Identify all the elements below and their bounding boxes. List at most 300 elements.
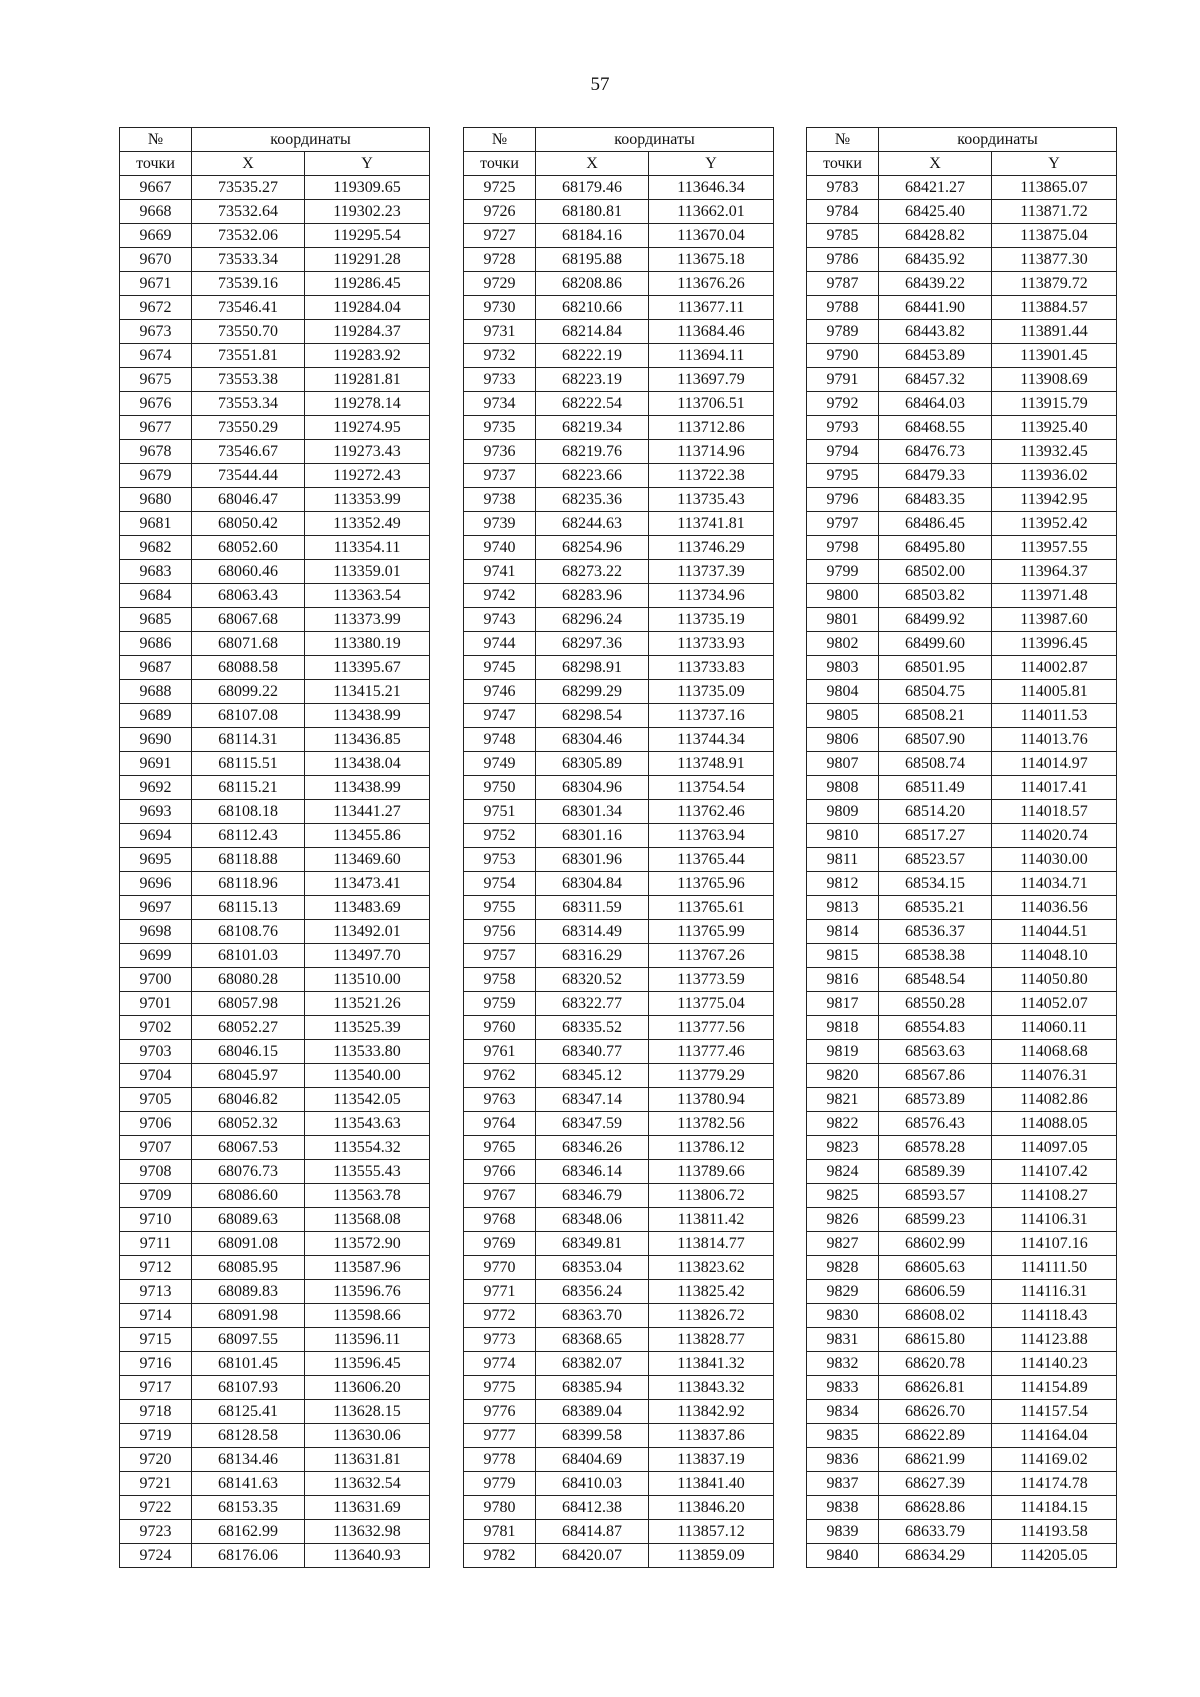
table-row — [120, 272, 430, 296]
point-number-cell: 9798 — [807, 536, 879, 560]
x-coordinate-cell: 68101.03 — [192, 944, 305, 968]
y-coordinate-cell: 113925.40 — [992, 416, 1117, 440]
y-coordinate-cell: 114014.97 — [992, 752, 1117, 776]
table-row — [464, 560, 774, 584]
y-coordinate-cell: 113694.11 — [649, 344, 774, 368]
x-coordinate-cell: 68089.63 — [192, 1208, 305, 1232]
x-coordinate-cell: 68443.82 — [879, 320, 992, 344]
table-row — [807, 1208, 1117, 1232]
y-coordinate-cell: 113712.86 — [649, 416, 774, 440]
point-number-cell: 9675 — [120, 368, 192, 392]
y-coordinate-cell: 113359.01 — [305, 560, 430, 584]
table-row — [464, 1184, 774, 1208]
point-number-cell: 9745 — [464, 656, 536, 680]
header-point-label: точки — [120, 152, 192, 176]
table-row — [807, 800, 1117, 824]
x-coordinate-cell: 68573.89 — [879, 1088, 992, 1112]
point-number-cell: 9695 — [120, 848, 192, 872]
y-coordinate-cell: 113837.86 — [649, 1424, 774, 1448]
point-number-cell: 9777 — [464, 1424, 536, 1448]
x-coordinate-cell: 68298.91 — [536, 656, 649, 680]
point-number-cell: 9732 — [464, 344, 536, 368]
table-row — [464, 368, 774, 392]
point-number-cell: 9773 — [464, 1328, 536, 1352]
header-num-sign: № — [120, 128, 192, 152]
y-coordinate-cell: 113786.12 — [649, 1136, 774, 1160]
x-coordinate-cell: 68535.21 — [879, 896, 992, 920]
x-coordinate-cell: 68382.07 — [536, 1352, 649, 1376]
table-row — [120, 1280, 430, 1304]
x-coordinate-cell: 68499.60 — [879, 632, 992, 656]
x-coordinate-cell: 68507.90 — [879, 728, 992, 752]
y-coordinate-cell: 114107.16 — [992, 1232, 1117, 1256]
point-number-cell: 9674 — [120, 344, 192, 368]
point-number-cell: 9781 — [464, 1520, 536, 1544]
x-coordinate-cell: 68322.77 — [536, 992, 649, 1016]
x-coordinate-cell: 68085.95 — [192, 1256, 305, 1280]
table-row — [120, 1040, 430, 1064]
table-row — [464, 896, 774, 920]
y-coordinate-cell: 113473.41 — [305, 872, 430, 896]
x-coordinate-cell: 68305.89 — [536, 752, 649, 776]
x-coordinate-cell: 68620.78 — [879, 1352, 992, 1376]
point-number-cell: 9684 — [120, 584, 192, 608]
x-coordinate-cell: 68067.53 — [192, 1136, 305, 1160]
y-coordinate-cell: 113438.99 — [305, 776, 430, 800]
x-coordinate-cell: 68273.22 — [536, 560, 649, 584]
point-number-cell: 9734 — [464, 392, 536, 416]
table-row — [464, 248, 774, 272]
x-coordinate-cell: 68353.04 — [536, 1256, 649, 1280]
y-coordinate-cell: 113533.80 — [305, 1040, 430, 1064]
table-row — [807, 488, 1117, 512]
point-number-cell: 9743 — [464, 608, 536, 632]
x-coordinate-cell: 68476.73 — [879, 440, 992, 464]
x-coordinate-cell: 68076.73 — [192, 1160, 305, 1184]
point-number-cell: 9679 — [120, 464, 192, 488]
table-row — [464, 632, 774, 656]
header-y: Y — [649, 152, 774, 176]
x-coordinate-cell: 68134.46 — [192, 1448, 305, 1472]
y-coordinate-cell: 113952.42 — [992, 512, 1117, 536]
x-coordinate-cell: 68108.76 — [192, 920, 305, 944]
table-row — [464, 1544, 774, 1568]
point-number-cell: 9740 — [464, 536, 536, 560]
table-row — [807, 224, 1117, 248]
table-row — [807, 824, 1117, 848]
x-coordinate-cell: 68210.66 — [536, 296, 649, 320]
x-coordinate-cell: 68421.27 — [879, 176, 992, 200]
point-number-cell: 9806 — [807, 728, 879, 752]
y-coordinate-cell: 113438.04 — [305, 752, 430, 776]
table-row — [120, 512, 430, 536]
point-number-cell: 9703 — [120, 1040, 192, 1064]
x-coordinate-cell: 68052.60 — [192, 536, 305, 560]
x-coordinate-cell: 68608.02 — [879, 1304, 992, 1328]
table-row — [807, 1400, 1117, 1424]
point-number-cell: 9792 — [807, 392, 879, 416]
point-number-cell: 9682 — [120, 536, 192, 560]
header-point-label: точки — [464, 152, 536, 176]
point-number-cell: 9718 — [120, 1400, 192, 1424]
x-coordinate-cell: 68468.55 — [879, 416, 992, 440]
point-number-cell: 9797 — [807, 512, 879, 536]
x-coordinate-cell: 68593.57 — [879, 1184, 992, 1208]
page-number: 57 — [590, 74, 610, 95]
table-row — [464, 680, 774, 704]
table-row — [120, 392, 430, 416]
table-row — [807, 1160, 1117, 1184]
point-number-cell: 9829 — [807, 1280, 879, 1304]
point-number-cell: 9788 — [807, 296, 879, 320]
x-coordinate-cell: 68554.83 — [879, 1016, 992, 1040]
y-coordinate-cell: 113697.79 — [649, 368, 774, 392]
x-coordinate-cell: 68063.43 — [192, 584, 305, 608]
y-coordinate-cell: 114020.74 — [992, 824, 1117, 848]
x-coordinate-cell: 68495.80 — [879, 536, 992, 560]
y-coordinate-cell: 114111.50 — [992, 1256, 1117, 1280]
table-row — [120, 1544, 430, 1568]
point-number-cell: 9757 — [464, 944, 536, 968]
table-row — [120, 1208, 430, 1232]
x-coordinate-cell: 68349.81 — [536, 1232, 649, 1256]
y-coordinate-cell: 119302.23 — [305, 200, 430, 224]
x-coordinate-cell: 68335.52 — [536, 1016, 649, 1040]
point-number-cell: 9715 — [120, 1328, 192, 1352]
y-coordinate-cell: 119273.43 — [305, 440, 430, 464]
y-coordinate-cell: 113806.72 — [649, 1184, 774, 1208]
point-number-cell: 9720 — [120, 1448, 192, 1472]
table-row — [807, 704, 1117, 728]
table-row — [120, 968, 430, 992]
x-coordinate-cell: 68621.99 — [879, 1448, 992, 1472]
point-number-cell: 9832 — [807, 1352, 879, 1376]
x-coordinate-cell: 68222.19 — [536, 344, 649, 368]
point-number-cell: 9754 — [464, 872, 536, 896]
table-row — [807, 464, 1117, 488]
x-coordinate-cell: 68346.14 — [536, 1160, 649, 1184]
point-number-cell: 9834 — [807, 1400, 879, 1424]
table-row — [120, 1160, 430, 1184]
point-number-cell: 9735 — [464, 416, 536, 440]
table-row — [464, 1160, 774, 1184]
point-number-cell: 9702 — [120, 1016, 192, 1040]
table-row — [807, 272, 1117, 296]
point-number-cell: 9725 — [464, 176, 536, 200]
y-coordinate-cell: 113714.96 — [649, 440, 774, 464]
point-number-cell: 9782 — [464, 1544, 536, 1568]
x-coordinate-cell: 68125.41 — [192, 1400, 305, 1424]
y-coordinate-cell: 113789.66 — [649, 1160, 774, 1184]
x-coordinate-cell: 68578.28 — [879, 1136, 992, 1160]
table-row — [464, 488, 774, 512]
table-row — [807, 1304, 1117, 1328]
x-coordinate-cell: 68410.03 — [536, 1472, 649, 1496]
x-coordinate-cell: 68089.83 — [192, 1280, 305, 1304]
table-row — [807, 992, 1117, 1016]
point-number-cell: 9772 — [464, 1304, 536, 1328]
x-coordinate-cell: 68634.29 — [879, 1544, 992, 1568]
x-coordinate-cell: 68356.24 — [536, 1280, 649, 1304]
point-number-cell: 9805 — [807, 704, 879, 728]
table-row — [120, 728, 430, 752]
point-number-cell: 9722 — [120, 1496, 192, 1520]
table-row — [807, 680, 1117, 704]
table-row — [464, 1472, 774, 1496]
table-row — [807, 416, 1117, 440]
point-number-cell: 9833 — [807, 1376, 879, 1400]
point-number-cell: 9785 — [807, 224, 879, 248]
x-coordinate-cell: 68626.70 — [879, 1400, 992, 1424]
table-row — [464, 1448, 774, 1472]
x-coordinate-cell: 68347.59 — [536, 1112, 649, 1136]
point-number-cell: 9759 — [464, 992, 536, 1016]
y-coordinate-cell: 119284.04 — [305, 296, 430, 320]
table-row — [464, 848, 774, 872]
x-coordinate-cell: 68457.32 — [879, 368, 992, 392]
point-number-cell: 9706 — [120, 1112, 192, 1136]
point-number-cell: 9711 — [120, 1232, 192, 1256]
point-number-cell: 9799 — [807, 560, 879, 584]
x-coordinate-cell: 68599.23 — [879, 1208, 992, 1232]
y-coordinate-cell: 113779.29 — [649, 1064, 774, 1088]
table-row — [120, 800, 430, 824]
x-coordinate-cell: 73533.34 — [192, 248, 305, 272]
point-number-cell: 9836 — [807, 1448, 879, 1472]
point-number-cell: 9818 — [807, 1016, 879, 1040]
point-number-cell: 9723 — [120, 1520, 192, 1544]
table-row — [464, 1064, 774, 1088]
table-row — [464, 200, 774, 224]
x-coordinate-cell: 68088.58 — [192, 656, 305, 680]
point-number-cell: 9813 — [807, 896, 879, 920]
y-coordinate-cell: 114184.15 — [992, 1496, 1117, 1520]
table-row — [120, 1352, 430, 1376]
y-coordinate-cell: 113996.45 — [992, 632, 1117, 656]
x-coordinate-cell: 73546.67 — [192, 440, 305, 464]
y-coordinate-cell: 113814.77 — [649, 1232, 774, 1256]
y-coordinate-cell: 113842.92 — [649, 1400, 774, 1424]
x-coordinate-cell: 68615.80 — [879, 1328, 992, 1352]
point-number-cell: 9778 — [464, 1448, 536, 1472]
table-row — [807, 1520, 1117, 1544]
x-coordinate-cell: 68412.38 — [536, 1496, 649, 1520]
y-coordinate-cell: 113735.19 — [649, 608, 774, 632]
x-coordinate-cell: 73544.44 — [192, 464, 305, 488]
x-coordinate-cell: 68311.59 — [536, 896, 649, 920]
y-coordinate-cell: 113857.12 — [649, 1520, 774, 1544]
y-coordinate-cell: 113676.26 — [649, 272, 774, 296]
point-number-cell: 9689 — [120, 704, 192, 728]
table-row — [120, 680, 430, 704]
x-coordinate-cell: 68523.57 — [879, 848, 992, 872]
point-number-cell: 9713 — [120, 1280, 192, 1304]
y-coordinate-cell: 113497.70 — [305, 944, 430, 968]
y-coordinate-cell: 113762.46 — [649, 800, 774, 824]
point-number-cell: 9807 — [807, 752, 879, 776]
point-number-cell: 9742 — [464, 584, 536, 608]
table-row — [807, 944, 1117, 968]
table-row — [464, 1400, 774, 1424]
point-number-cell: 9701 — [120, 992, 192, 1016]
x-coordinate-cell: 73532.06 — [192, 224, 305, 248]
table-row — [120, 1328, 430, 1352]
x-coordinate-cell: 68097.55 — [192, 1328, 305, 1352]
y-coordinate-cell: 113675.18 — [649, 248, 774, 272]
table-row — [464, 224, 774, 248]
y-coordinate-cell: 113744.34 — [649, 728, 774, 752]
y-coordinate-cell: 113765.96 — [649, 872, 774, 896]
point-number-cell: 9838 — [807, 1496, 879, 1520]
table-row — [120, 1304, 430, 1328]
table-row — [120, 296, 430, 320]
x-coordinate-cell: 68486.45 — [879, 512, 992, 536]
y-coordinate-cell: 113826.72 — [649, 1304, 774, 1328]
x-coordinate-cell: 68046.82 — [192, 1088, 305, 1112]
point-number-cell: 9786 — [807, 248, 879, 272]
y-coordinate-cell: 114013.76 — [992, 728, 1117, 752]
point-number-cell: 9809 — [807, 800, 879, 824]
table-row — [120, 1424, 430, 1448]
table-row — [464, 296, 774, 320]
table-row — [120, 320, 430, 344]
y-coordinate-cell: 113632.54 — [305, 1472, 430, 1496]
x-coordinate-cell: 68606.59 — [879, 1280, 992, 1304]
table-row — [120, 584, 430, 608]
table-row — [120, 872, 430, 896]
point-number-cell: 9790 — [807, 344, 879, 368]
table-row — [464, 1016, 774, 1040]
y-coordinate-cell: 113879.72 — [992, 272, 1117, 296]
table-row — [807, 320, 1117, 344]
table-row — [120, 560, 430, 584]
table-row — [464, 752, 774, 776]
table-row — [120, 1136, 430, 1160]
x-coordinate-cell: 68385.94 — [536, 1376, 649, 1400]
x-coordinate-cell: 68046.47 — [192, 488, 305, 512]
y-coordinate-cell: 114082.86 — [992, 1088, 1117, 1112]
table-row — [807, 752, 1117, 776]
y-coordinate-cell: 113373.99 — [305, 608, 430, 632]
y-coordinate-cell: 113875.04 — [992, 224, 1117, 248]
table-row — [120, 1472, 430, 1496]
table-row — [464, 1040, 774, 1064]
table-row — [807, 584, 1117, 608]
table-row — [120, 200, 430, 224]
x-coordinate-cell: 68086.60 — [192, 1184, 305, 1208]
table-row — [464, 608, 774, 632]
y-coordinate-cell: 114140.23 — [992, 1352, 1117, 1376]
point-number-cell: 9761 — [464, 1040, 536, 1064]
table-row — [807, 1472, 1117, 1496]
x-coordinate-cell: 68576.43 — [879, 1112, 992, 1136]
y-coordinate-cell: 114060.11 — [992, 1016, 1117, 1040]
header-y: Y — [305, 152, 430, 176]
table-row — [464, 1424, 774, 1448]
x-coordinate-cell: 68301.96 — [536, 848, 649, 872]
point-number-cell: 9728 — [464, 248, 536, 272]
table-row — [807, 1496, 1117, 1520]
point-number-cell: 9709 — [120, 1184, 192, 1208]
point-number-cell: 9793 — [807, 416, 879, 440]
coordinates-table-3 — [806, 127, 1117, 1568]
table-row — [807, 344, 1117, 368]
x-coordinate-cell: 68548.54 — [879, 968, 992, 992]
y-coordinate-cell: 114052.07 — [992, 992, 1117, 1016]
y-coordinate-cell: 113737.16 — [649, 704, 774, 728]
x-coordinate-cell: 68080.28 — [192, 968, 305, 992]
x-coordinate-cell: 68118.88 — [192, 848, 305, 872]
y-coordinate-cell: 113754.54 — [649, 776, 774, 800]
point-number-cell: 9746 — [464, 680, 536, 704]
x-coordinate-cell: 68504.75 — [879, 680, 992, 704]
point-number-cell: 9795 — [807, 464, 879, 488]
y-coordinate-cell: 114107.42 — [992, 1160, 1117, 1184]
y-coordinate-cell: 114076.31 — [992, 1064, 1117, 1088]
table-row — [464, 464, 774, 488]
point-number-cell: 9837 — [807, 1472, 879, 1496]
table-row — [464, 1112, 774, 1136]
table-row — [120, 176, 430, 200]
y-coordinate-cell: 113670.04 — [649, 224, 774, 248]
table-row — [464, 1088, 774, 1112]
table-row — [807, 632, 1117, 656]
x-coordinate-cell: 68115.51 — [192, 752, 305, 776]
y-coordinate-cell: 113352.49 — [305, 512, 430, 536]
table-row — [464, 944, 774, 968]
y-coordinate-cell: 119272.43 — [305, 464, 430, 488]
y-coordinate-cell: 113767.26 — [649, 944, 774, 968]
point-number-cell: 9816 — [807, 968, 879, 992]
y-coordinate-cell: 113438.99 — [305, 704, 430, 728]
table-row — [120, 1496, 430, 1520]
x-coordinate-cell: 68622.89 — [879, 1424, 992, 1448]
y-coordinate-cell: 113871.72 — [992, 200, 1117, 224]
point-number-cell: 9794 — [807, 440, 879, 464]
y-coordinate-cell: 113841.40 — [649, 1472, 774, 1496]
table-row — [464, 1232, 774, 1256]
point-number-cell: 9819 — [807, 1040, 879, 1064]
y-coordinate-cell: 113765.99 — [649, 920, 774, 944]
point-number-cell: 9787 — [807, 272, 879, 296]
point-number-cell: 9731 — [464, 320, 536, 344]
x-coordinate-cell: 68107.08 — [192, 704, 305, 728]
y-coordinate-cell: 113628.15 — [305, 1400, 430, 1424]
table-body — [807, 176, 1117, 1568]
x-coordinate-cell: 68235.36 — [536, 488, 649, 512]
table-row — [807, 296, 1117, 320]
table-row — [464, 968, 774, 992]
x-coordinate-cell: 68368.65 — [536, 1328, 649, 1352]
point-number-cell: 9737 — [464, 464, 536, 488]
point-number-cell: 9668 — [120, 200, 192, 224]
table-row — [464, 1256, 774, 1280]
point-number-cell: 9822 — [807, 1112, 879, 1136]
table-row — [464, 1520, 774, 1544]
y-coordinate-cell: 113936.02 — [992, 464, 1117, 488]
y-coordinate-cell: 113640.93 — [305, 1544, 430, 1568]
x-coordinate-cell: 68314.49 — [536, 920, 649, 944]
x-coordinate-cell: 68605.63 — [879, 1256, 992, 1280]
table-row — [120, 824, 430, 848]
y-coordinate-cell: 113735.43 — [649, 488, 774, 512]
y-coordinate-cell: 113606.20 — [305, 1376, 430, 1400]
x-coordinate-cell: 68301.34 — [536, 800, 649, 824]
y-coordinate-cell: 114193.58 — [992, 1520, 1117, 1544]
point-number-cell: 9712 — [120, 1256, 192, 1280]
point-number-cell: 9698 — [120, 920, 192, 944]
x-coordinate-cell: 68244.63 — [536, 512, 649, 536]
